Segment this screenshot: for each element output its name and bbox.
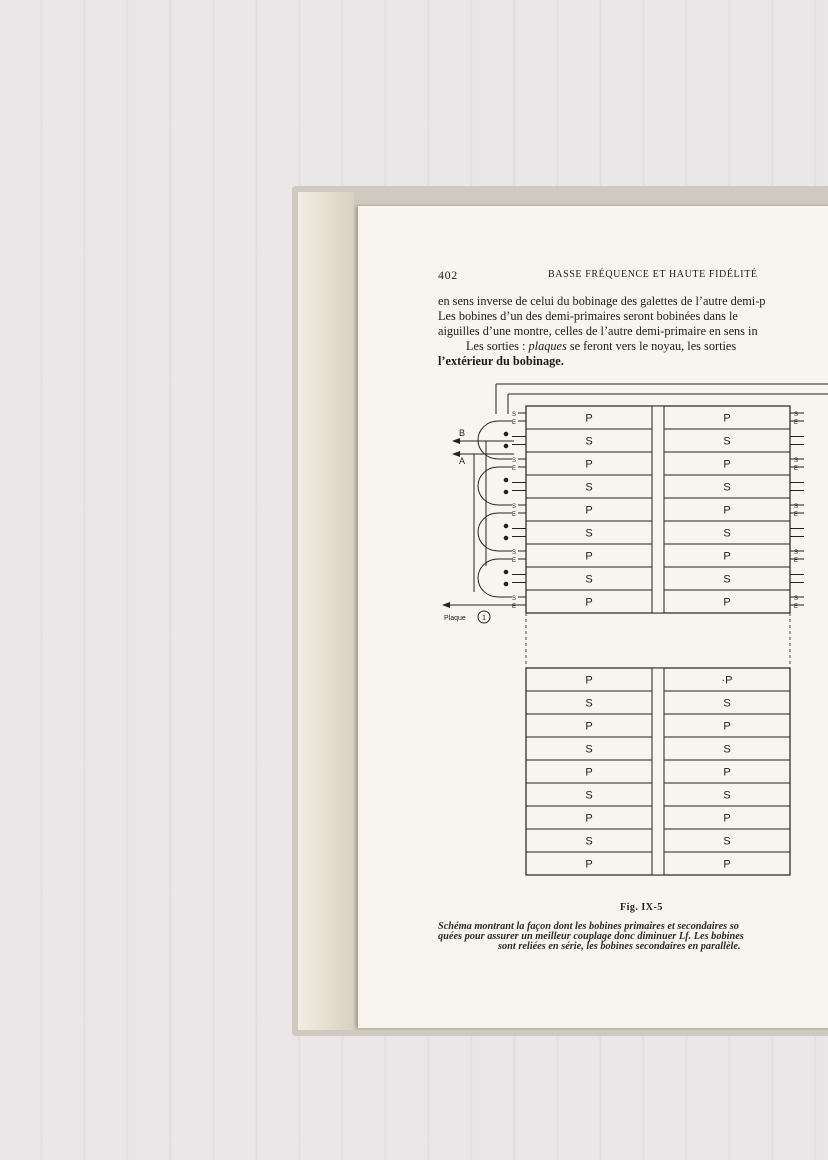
series-loop (478, 513, 512, 551)
bottom-right-coil-p: P (723, 812, 731, 825)
series-loop (478, 559, 512, 597)
top-right-coil-p: P (723, 596, 731, 609)
core-gap-bottom (652, 668, 664, 875)
terminal-e-label: E (511, 604, 517, 610)
junction-dot (504, 478, 508, 482)
terminal-s-label-right: S (793, 412, 799, 418)
top-right-coil-s: S (723, 527, 731, 540)
figure-label: Fig. IX-5 (620, 902, 663, 913)
terminal-s-label-right: S (793, 550, 799, 556)
text-line-5: l’extérieur du bobinage. (438, 354, 564, 368)
top-right-coil-s: S (723, 481, 731, 494)
terminal-e-label-right: E (793, 466, 799, 472)
top-right-coil-p: P (723, 504, 731, 517)
bottom-left-coil-s: S (585, 697, 593, 710)
terminal-e-label: E (511, 466, 517, 472)
terminal-e-label-right: E (793, 558, 799, 564)
bottom-left-coil-p: P (585, 674, 593, 687)
transformer-winding-diagram (438, 356, 828, 896)
caption-line-1: Schéma montrant la façon dont les bobines primaires et secondaires so (438, 921, 739, 932)
terminal-s-label-right: S (793, 458, 799, 464)
terminal-s-label: S (511, 550, 517, 556)
caption-line-3: sont reliées en série, les bobines secondaires en parallèle. (498, 941, 741, 952)
terminal-e-label: E (511, 420, 517, 426)
bottom-right-coil-s: S (723, 697, 731, 710)
junction-dot (504, 524, 508, 528)
series-loop (478, 467, 512, 505)
bottom-right-coil-p: ·P (721, 674, 733, 687)
bottom-left-coil-s: S (585, 789, 593, 802)
terminal-s-label-right: S (793, 504, 799, 510)
top-left-coil-p: P (585, 596, 593, 609)
bottom-right-coil-p: P (723, 766, 731, 779)
terminal-s-label: S (511, 458, 517, 464)
top-left-coil-s: S (585, 481, 593, 494)
text-line-4 (466, 339, 828, 354)
plaque-label: Plaque (444, 615, 466, 622)
junction-dot (504, 536, 508, 540)
junction-dot (504, 490, 508, 494)
top-left-coil-p: P (585, 504, 593, 517)
terminal-s-label: S (511, 504, 517, 510)
label-a: A (458, 456, 466, 466)
bottom-left-coil-p: P (585, 766, 593, 779)
top-left-coil-s: S (585, 573, 593, 586)
terminal-e-label: E (511, 512, 517, 518)
junction-dot (504, 444, 508, 448)
terminal-e-label-right: E (793, 512, 799, 518)
terminal-s-label: S (511, 412, 517, 418)
bottom-left-coil-s: S (585, 743, 593, 756)
junction-dot (504, 432, 508, 436)
text-line-4-italic: plaques (528, 339, 567, 353)
bottom-right-coil-p: P (723, 858, 731, 871)
top-left-coil-s: S (585, 435, 593, 448)
plaque-number: 1 (482, 615, 486, 622)
terminal-s-label-right: S (793, 596, 799, 602)
bottom-right-coil-s: S (723, 743, 731, 756)
bottom-left-coil-p: P (585, 812, 593, 825)
junction-dot (504, 570, 508, 574)
junction-dot (504, 582, 508, 586)
top-right-coil-p: P (723, 458, 731, 471)
text-line-2: Les bobines d’un des demi-primaires seront bobinées dans le (438, 309, 738, 323)
terminal-e-label-right: E (793, 420, 799, 426)
bottom-left-coil-s: S (585, 835, 593, 848)
coil-stack (526, 406, 790, 875)
bottom-right-coil-p: P (723, 720, 731, 733)
text-line-4-start: Les sorties : (466, 339, 529, 353)
text-line-3: aiguilles d’une montre, celles de l’autre demi-primaire en sens in (438, 324, 758, 338)
arrow-b-icon (452, 438, 460, 444)
label-b: B (458, 428, 466, 438)
page-header (438, 268, 828, 284)
arrow-plaque-icon (442, 602, 450, 608)
page-number: 402 (438, 268, 458, 282)
core-gap-top (652, 406, 664, 613)
terminal-e-label: E (511, 558, 517, 564)
bottom-left-coil-p: P (585, 720, 593, 733)
caption-line-2: quées pour assurer un meilleur couplage donc diminuer Lf. Les bobines (438, 931, 744, 942)
text-line-4-end: se feront vers le noyau, les sorties (566, 339, 737, 353)
terminal-s-label: S (511, 596, 517, 602)
running-title: BASSE FRÉQUENCE ET HAUTE FIDÉLITÉ (548, 269, 758, 280)
top-right-coil-s: S (723, 435, 731, 448)
series-loop (478, 421, 512, 459)
bottom-left-coil-p: P (585, 858, 593, 871)
text-line-1: en sens inverse de celui du bobinage des galettes de l’autre demi-p (438, 294, 766, 308)
top-left-coil-p: P (585, 458, 593, 471)
top-left-coil-p: P (585, 412, 593, 425)
book-page-edges (298, 192, 354, 1030)
terminal-e-label-right: E (793, 604, 799, 610)
top-left-coil-s: S (585, 527, 593, 540)
top-right-coil-s: S (723, 573, 731, 586)
bottom-right-coil-s: S (723, 789, 731, 802)
top-left-coil-p: P (585, 550, 593, 563)
bottom-right-coil-s: S (723, 835, 731, 848)
top-right-coil-p: P (723, 412, 731, 425)
top-right-coil-p: P (723, 550, 731, 563)
wiring (442, 384, 828, 623)
book-page (358, 206, 828, 1028)
